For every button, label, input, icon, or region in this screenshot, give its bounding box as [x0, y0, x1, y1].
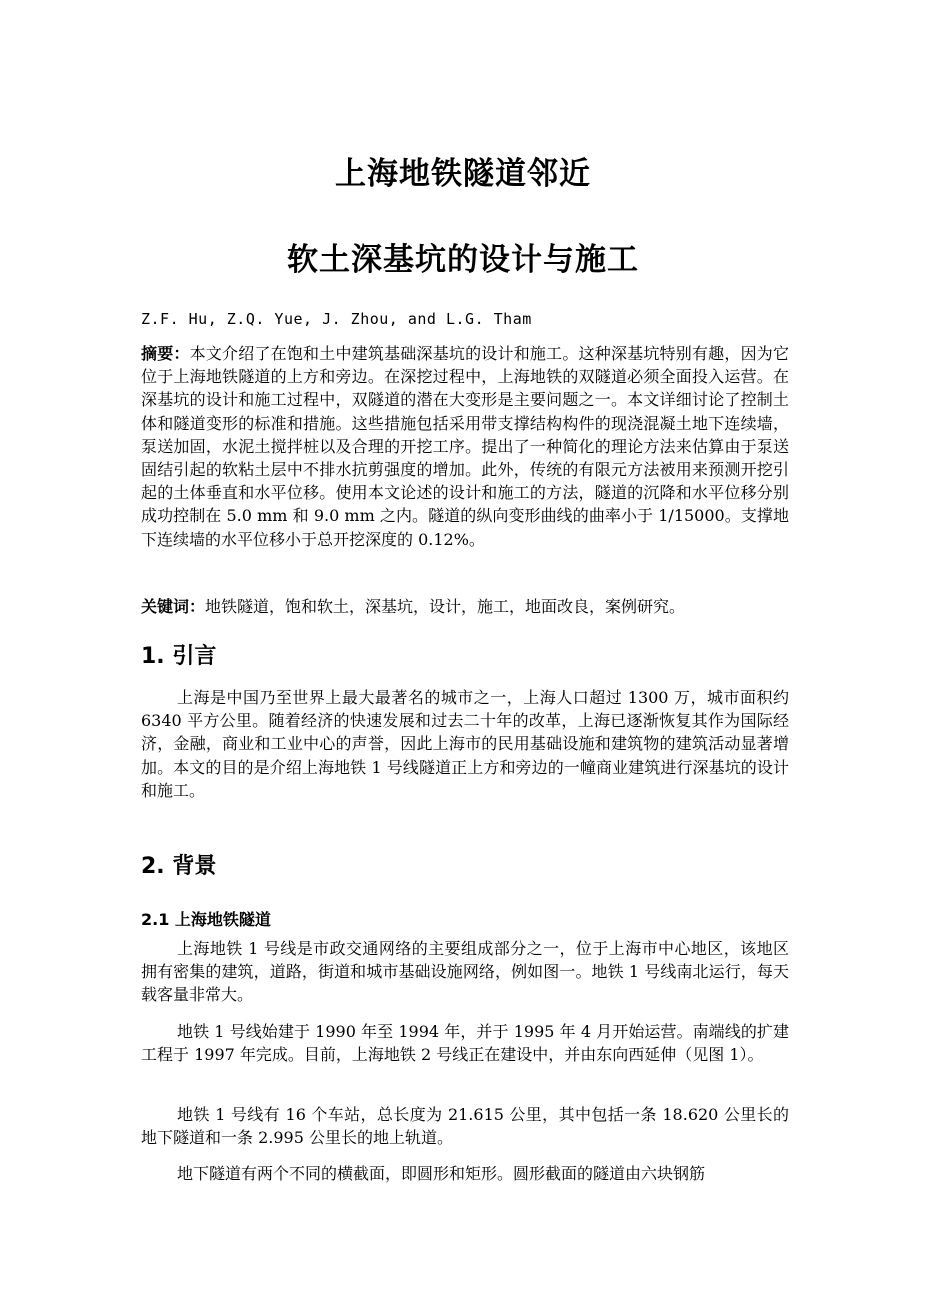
section-2-paragraph-1: 上海地铁 1 号线是市政交通网络的主要组成部分之一，位于上海市中心地区，该地区拥有密集的建筑，道路，街道和城市基础设施网络，例如图一。地铁 1 号线南北运行，每天载客量非常大。 — [141, 939, 789, 1005]
title-line-2: 软土深基坑的设计与施工 — [287, 242, 639, 278]
section-1-heading: 1. 引言 — [141, 644, 217, 669]
section-2-heading: 2. 背景 — [141, 854, 217, 879]
keywords-label: 关键词： — [141, 597, 206, 616]
section-2-paragraph-3: 地铁 1 号线有 16 个车站，总长度为 21.615 公里，其中包括一条 18.620 公里长的地下隧道和一条 2.995 公里长的地上轨道。 — [141, 1105, 789, 1148]
abstract-text: 本文介绍了在饱和土中建筑基础深基坑的设计和施工。这种深基坑特别有趣，因为它位于上海地铁隧道的上方和旁边。在深挖过程中，上海地铁的双隧道必须全面投入运营。在深基坑的设计和施工过程中，双隧道的潜在大变形是主要问题之一。本文详细讨论了控制土体和隧道变形的标准和措施。这些措施包括采用带支撑结构构件的现浇混凝土地下连续墙，泵送加固，水泥土搅拌桩以及合理的开挖工序。提出了一种简化的理论方法来估算由于泵送固结引起的软粘土层中不排水抗剪强度的增加。此外，传统的有限元方法被用来预测开挖引起的土体垂直和水平位移。使用本文论述的设计和施工的方法，隧道的沉降和水平位移分别成功控制在 5.0 mm 和 9.0 mm 之内。隧道的纵向变形曲线的曲率小于 1/15000。支撑地下连续墙的水平位移小于总开挖深度的 0.12%。 — [141, 344, 789, 549]
abstract-label: 摘要： — [141, 344, 190, 363]
section-2-paragraph-2: 地铁 1 号线始建于 1990 年至 1994 年，并于 1995 年 4 月开始运营。南端线的扩建工程于 1997 年完成。目前，上海地铁 2 号线正在建设中，并由东向西延伸（见图 1）。 — [141, 1022, 789, 1065]
subsection-2-1-heading: 2.1 上海地铁隧道 — [141, 910, 271, 929]
title-line-1: 上海地铁隧道邻近 — [335, 156, 591, 192]
abstract — [141, 342, 789, 551]
author-list: Z.F. Hu, Z.Q. Yue, J. Zhou, and L.G. Tham — [141, 310, 532, 328]
section-1-paragraph: 上海是中国乃至世界上最大最著名的城市之一，上海人口超过 1300 万，城市面积约 6340 平方公里。随着经济的快速发展和过去二十年的改革，上海已逐渐恢复其作为国际经济，金融，商业和工业中心的声誉，因此上海市的民用基础设施和建筑物的建筑活动显著增加。本文的目的是介绍上海地铁 1 号线隧道正上方和旁边的一幢商业建筑进行深基坑的设计和施工。 — [141, 688, 789, 800]
section-2-paragraph-4: 地下隧道有两个不同的横截面，即圆形和矩形。圆形截面的隧道由六块钢筋 — [177, 1164, 706, 1183]
keywords-text: 地铁隧道，饱和软土，深基坑，设计，施工，地面改良，案例研究。 — [205, 597, 686, 616]
keywords — [141, 595, 789, 618]
